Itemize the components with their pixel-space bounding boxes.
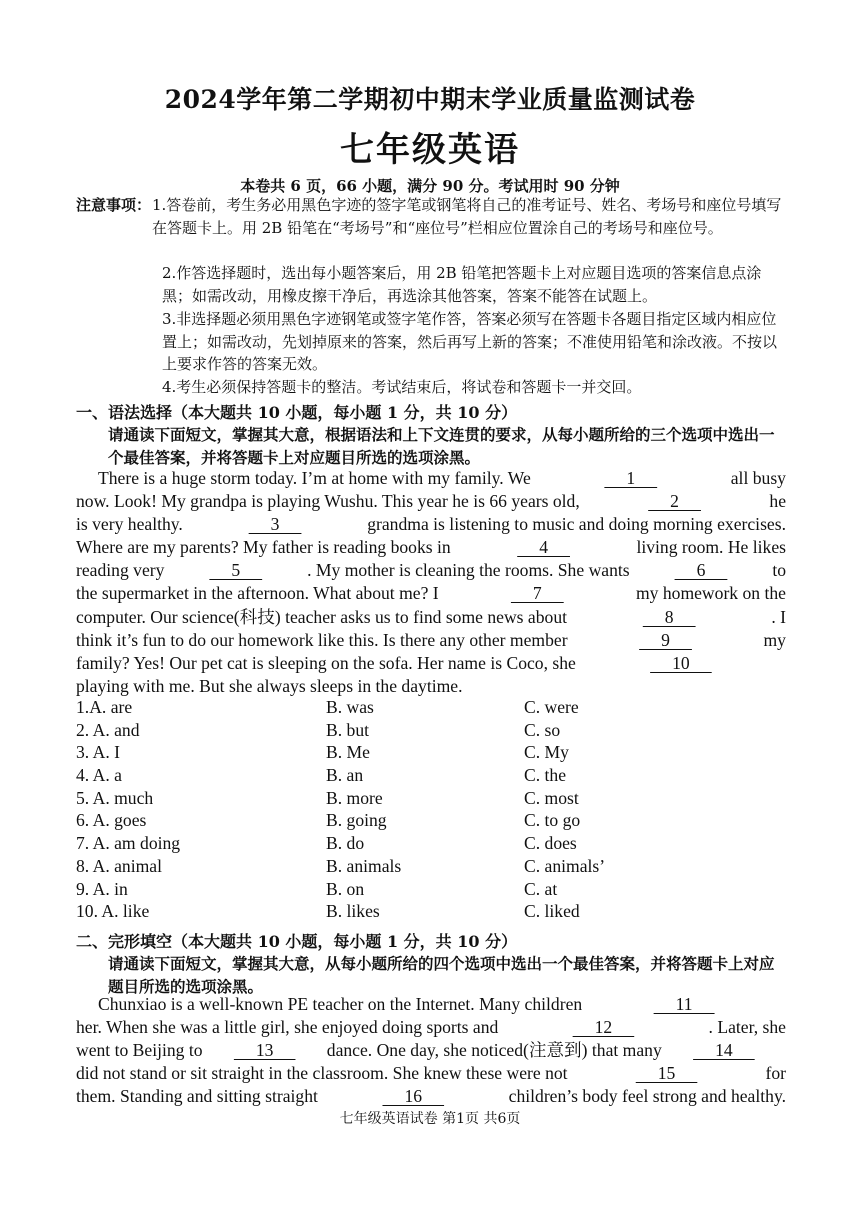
page-footer: 七年级英语试卷 第1页 共6页 xyxy=(339,1111,521,1127)
option-row xyxy=(76,879,786,902)
option-row xyxy=(76,788,786,811)
blank-number: 14 xyxy=(693,1040,755,1061)
option-choice: B. going xyxy=(326,810,387,831)
option-choice: B. more xyxy=(326,787,383,808)
blank-number: 12 xyxy=(572,1017,635,1038)
option-row xyxy=(76,856,786,879)
blank-number: 13 xyxy=(233,1040,296,1061)
passage-text: went to Beijing to xyxy=(76,1040,203,1061)
option-choice: C. My xyxy=(524,742,569,763)
subject-title: 七年级英语 xyxy=(340,130,520,170)
exam-title: 2024学年第二学期初中期末学业质量监测试卷 xyxy=(164,85,696,114)
notice-label: 注意事项： xyxy=(76,196,152,214)
passage-line xyxy=(76,559,786,582)
option-choice: C. does xyxy=(524,833,577,854)
notice-item-3: 3.非选择题必须用黑色字迹钢笔或签字笔作答，答案必须写在答题卡各题目指定区域内相应位置上；如需改动，先划掉原来的答案，然后再写上新的答案；不准使用铅笔和涂改液。不按以上要求作答的答案无效。 xyxy=(162,310,778,373)
blank-number: 9 xyxy=(639,629,692,650)
option-choice: 1.A. are xyxy=(76,697,133,717)
option-choice: C. animals’ xyxy=(524,855,606,876)
option-choice: B. likes xyxy=(326,901,380,922)
exam-info: 本卷共 6 页，66 小题，满分 90 分。考试用时 90 分钟 xyxy=(240,177,620,195)
passage-line xyxy=(76,993,786,1016)
option-choice: B. but xyxy=(326,719,370,740)
passage-text: grandma is listening to music and doing morning exercises. xyxy=(367,514,786,535)
option-row xyxy=(76,833,786,856)
option-choice: B. animals xyxy=(326,855,402,876)
option-choice: C. most xyxy=(524,787,579,808)
option-row xyxy=(76,901,786,924)
option-choice: B. on xyxy=(326,878,365,899)
section2-passage xyxy=(76,993,786,1108)
blank-number: 4 xyxy=(517,537,570,558)
option-choice: C. liked xyxy=(524,901,580,922)
passage-line xyxy=(76,582,786,605)
option-row xyxy=(76,810,786,833)
passage-text: all busy xyxy=(730,468,786,488)
passage-line xyxy=(76,467,786,490)
option-choice: 7. A. am doing xyxy=(76,833,181,854)
notice-item-1: 1.答卷前，考生务必用黑色字迹的签字笔或钢笔将自己的准考证号、姓名、考场号和座位号填写在答题卡上。用 2B 铅笔在“考场号”和“座位号”栏相应位置涂自己的考场号和座位号。 xyxy=(152,196,782,237)
option-choice: 3. A. I xyxy=(76,742,120,763)
option-choice: C. so xyxy=(524,719,561,740)
passage-text: did not stand or sit straight in the classroom. She knew these were not xyxy=(76,1063,568,1084)
passage-text: for xyxy=(765,1063,786,1084)
passage-line xyxy=(76,1039,786,1062)
blank-number: 7 xyxy=(510,583,564,604)
passage-text: my xyxy=(763,629,786,650)
passage-text: to xyxy=(772,560,786,581)
section1-title: 一、语法选择（本大题共 10 小题，每小题 1 分，共 10 分） xyxy=(76,403,518,422)
passage-text: is very healthy. xyxy=(76,514,183,535)
option-row xyxy=(76,697,786,720)
passage-line xyxy=(76,1085,786,1108)
blank-number: 6 xyxy=(674,560,728,581)
option-choice: C. were xyxy=(524,697,579,717)
passage-text: . Later, she xyxy=(708,1017,786,1038)
blank-number: 3 xyxy=(248,514,302,535)
option-choice: 9. A. in xyxy=(76,878,128,899)
passage-text: children’s body feel strong and healthy. xyxy=(508,1086,786,1107)
blank-number: 11 xyxy=(653,994,715,1014)
option-choice: 6. A. goes xyxy=(76,810,147,831)
option-choice: 2. A. and xyxy=(76,719,140,740)
section2-title: 二、完形填空（本大题共 10 小题，每小题 1 分，共 10 分） xyxy=(76,932,518,951)
option-choice: B. was xyxy=(326,697,374,717)
option-choice: B. Me xyxy=(326,742,370,763)
option-choice: C. at xyxy=(524,878,558,899)
section2-description: 请通读下面短文，掌握其大意，从每小题所给的四个选项中选出一个最佳答案，并将答题卡上对应题目所选的选项涂黑。 xyxy=(108,954,775,996)
passage-text: family? Yes! Our pet cat is sleeping on the sofa. Her name is Coco, she xyxy=(76,652,576,673)
notice-item-4: 4.考生必须保持答题卡的整洁。考试结束后，将试卷和答题卡一并交回。 xyxy=(162,378,642,396)
notice-item-2: 2.作答选择题时，选出每小题答案后，用 2B 铅笔把答题卡上对应题目选项的答案信息点涂黑；如需改动，用橡皮擦干净后，再选涂其他答案，答案不能答在试题上。 xyxy=(162,264,762,305)
passage-text: . My mother is cleaning the rooms. She wants xyxy=(307,560,630,581)
passage-text: computer. Our science(科技) teacher asks us to find some news about xyxy=(76,606,568,627)
option-choice: C. the xyxy=(524,765,567,786)
passage-text: now. Look! My grandpa is playing Wushu. This year he is 66 years old, xyxy=(76,491,580,512)
section1-options xyxy=(76,697,786,924)
passage-text: living room. He likes xyxy=(636,537,786,558)
passage-line xyxy=(76,1062,786,1085)
option-row xyxy=(76,742,786,765)
blank-number: 5 xyxy=(209,560,263,581)
blank-number: 16 xyxy=(382,1086,445,1107)
passage-text: the supermarket in the afternoon. What about me? I xyxy=(76,583,439,604)
passage-text: Chunxiao is a well-known PE teacher on the Internet. Many children xyxy=(76,994,583,1014)
option-choice: C. to go xyxy=(524,810,581,831)
passage-line xyxy=(76,536,786,559)
section1-description: 请通读下面短文，掌握其大意，根据语法和上下文连贯的要求，从每小题所给的三个选项中选出一个最佳答案，并将答题卡上对应题目所选的选项涂黑。 xyxy=(108,425,775,467)
passage-line xyxy=(76,1016,786,1039)
passage-line xyxy=(76,606,786,629)
option-choice: 5. A. much xyxy=(76,787,154,808)
section1-passage xyxy=(76,467,786,698)
option-choice: 8. A. animal xyxy=(76,855,163,876)
option-choice: B. an xyxy=(326,765,364,786)
passage-text: dance. One day, she noticed(注意到) that many xyxy=(326,1040,662,1061)
passage-line xyxy=(76,513,786,536)
passage-line xyxy=(76,652,786,675)
passage-text: There is a huge storm today. I’m at home with my family. We xyxy=(76,468,531,488)
blank-number: 10 xyxy=(650,652,712,673)
passage-text: playing with me. But she always sleeps in the daytime. xyxy=(76,675,463,696)
passage-text: my homework on the xyxy=(635,583,786,604)
option-choice: 4. A. a xyxy=(76,765,122,786)
passage-text: her. When she was a little girl, she enjoyed doing sports and xyxy=(76,1017,499,1038)
passage-line xyxy=(76,490,786,513)
blank-number: 15 xyxy=(635,1063,698,1084)
option-row xyxy=(76,720,786,743)
passage-text: think it’s fun to do our homework like this. Is there any other member xyxy=(76,629,568,650)
passage-text: . I xyxy=(771,606,786,627)
passage-line xyxy=(76,675,786,698)
blank-number: 1 xyxy=(604,468,658,488)
blank-number: 2 xyxy=(648,491,701,512)
passage-text: them. Standing and sitting straight xyxy=(76,1086,318,1107)
option-choice: B. do xyxy=(326,833,365,854)
passage-text: Where are my parents? My father is reading books in xyxy=(76,537,451,558)
option-row xyxy=(76,765,786,788)
passage-text: he xyxy=(769,491,786,512)
passage-line xyxy=(76,629,786,652)
option-choice: 10. A. like xyxy=(76,901,150,922)
passage-text: reading very xyxy=(76,560,165,581)
blank-number: 8 xyxy=(642,606,696,627)
